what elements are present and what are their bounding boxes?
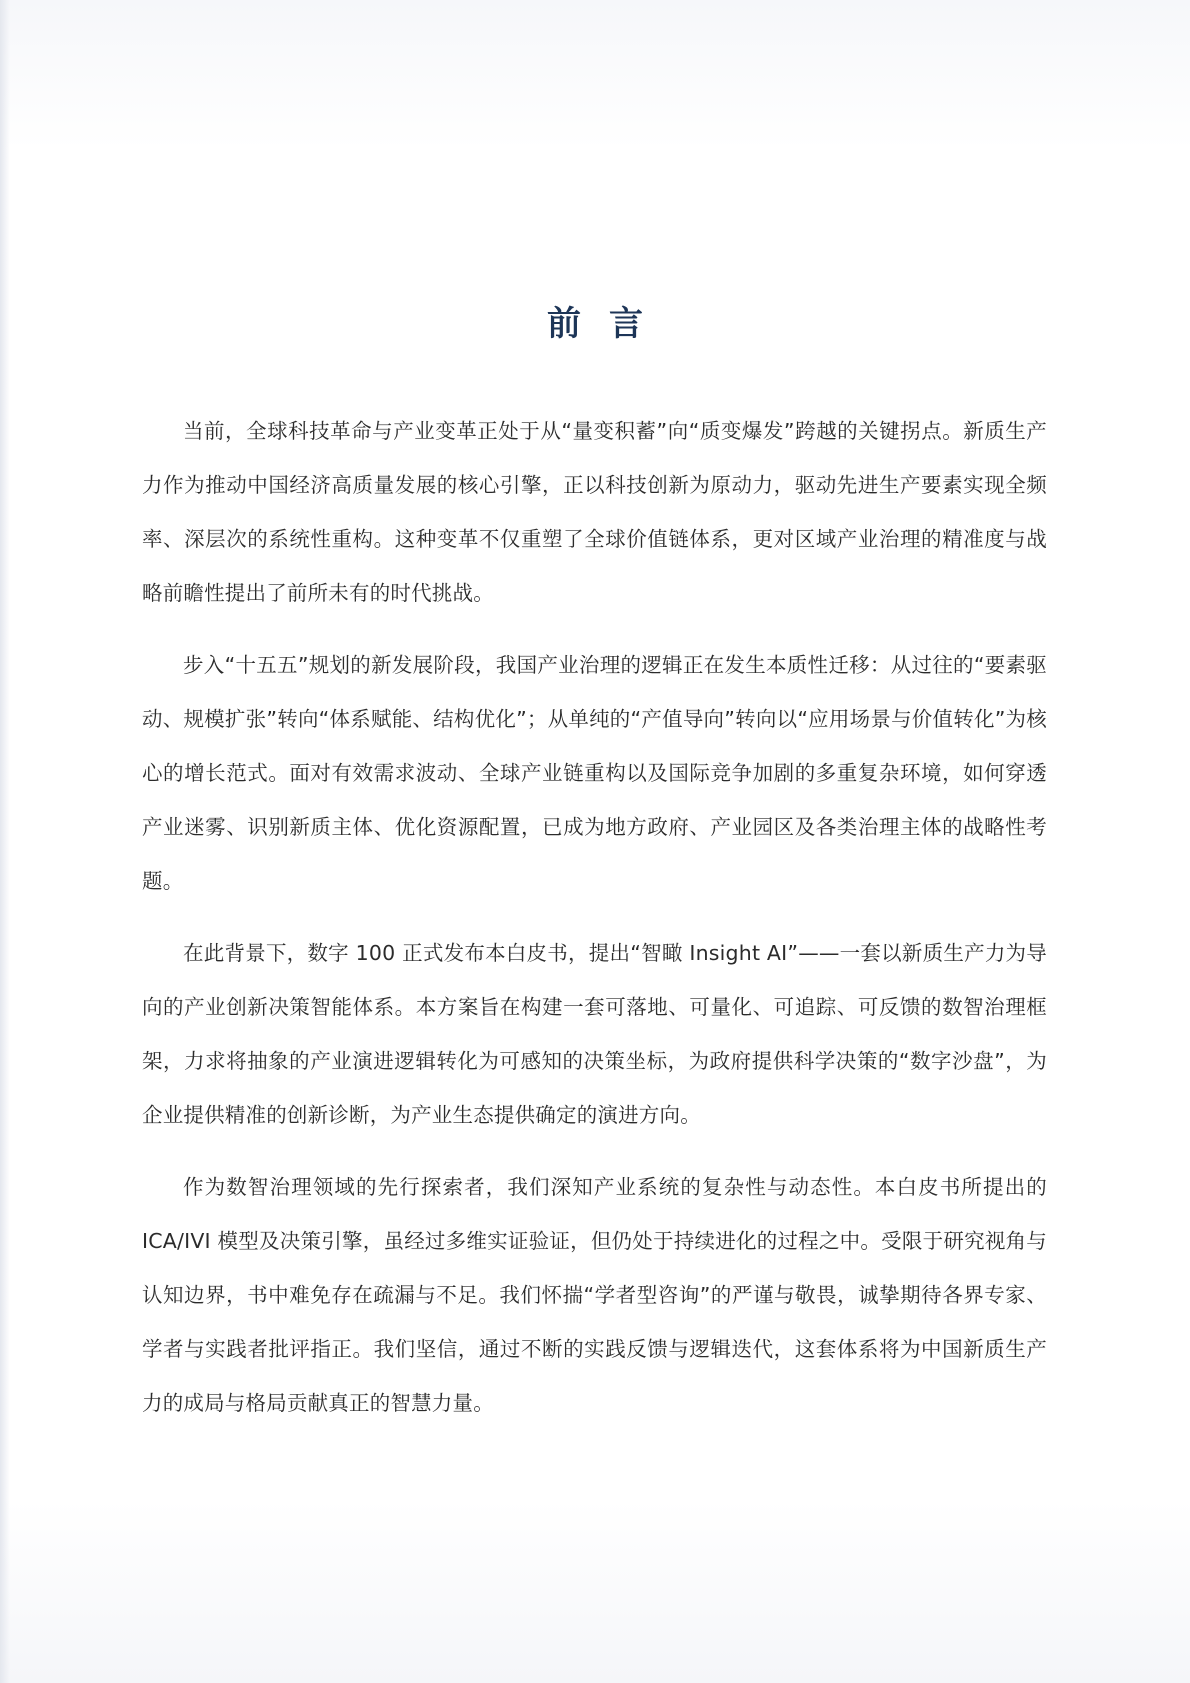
preface-body [142,404,1047,1448]
page-edge-shadow [0,0,10,1683]
page-title: 前言 [547,304,671,344]
preface-paragraph-1: 当前，全球科技革命与产业变革正处于从“量变积蓄”向“质变爆发”跨越的关键拐点。新质生产力作为推动中国经济高质量发展的核心引擎，正以科技创新为原动力，驱动先进生产要素实现全频率、深层次的系统性重构。这种变革不仅重塑了全球价值链体系，更对区域产业治理的精准度与战略前瞻性提出了前所未有的时代挑战。 [142,419,1047,605]
preface-paragraph-2: 步入“十五五”规划的新发展阶段，我国产业治理的逻辑正在发生本质性迁移：从过往的“要素驱动、规模扩张”转向“体系赋能、结构优化”；从单纯的“产值导向”转向以“应用场景与价值转化”为核心的增长范式。面对有效需求波动、全球产业链重构以及国际竞争加剧的多重复杂环境，如何穿透产业迷雾、识别新质主体、优化资源配置，已成为地方政府、产业园区及各类治理主体的战略性考题。 [142,653,1047,893]
preface-paragraph-3: 在此背景下，数字 100 正式发布本白皮书，提出“智瞰 Insight AI”——一套以新质生产力为导向的产业创新决策智能体系。本方案旨在构建一套可落地、可量化、可追踪、可反馈的数智治理框架，力求将抽象的产业演进逻辑转化为可感知的决策坐标，为政府提供科学决策的“数字沙盘”，为企业提供精准的创新诊断，为产业生态提供确定的演进方向。 [142,941,1047,1127]
preface-paragraph-4: 作为数智治理领域的先行探索者，我们深知产业系统的复杂性与动态性。本白皮书所提出的 ICA/IVI 模型及决策引擎，虽经过多维实证验证，但仍处于持续进化的过程之中。受限于研究视角与认知边界，书中难免存在疏漏与不足。我们怀揣“学者型咨询”的严谨与敬畏，诚挚期待各界专家、学者与实践者批评指正。我们坚信，通过不断的实践反馈与逻辑迭代，这套体系将为中国新质生产力的成局与格局贡献真正的智慧力量。 [142,1175,1047,1415]
